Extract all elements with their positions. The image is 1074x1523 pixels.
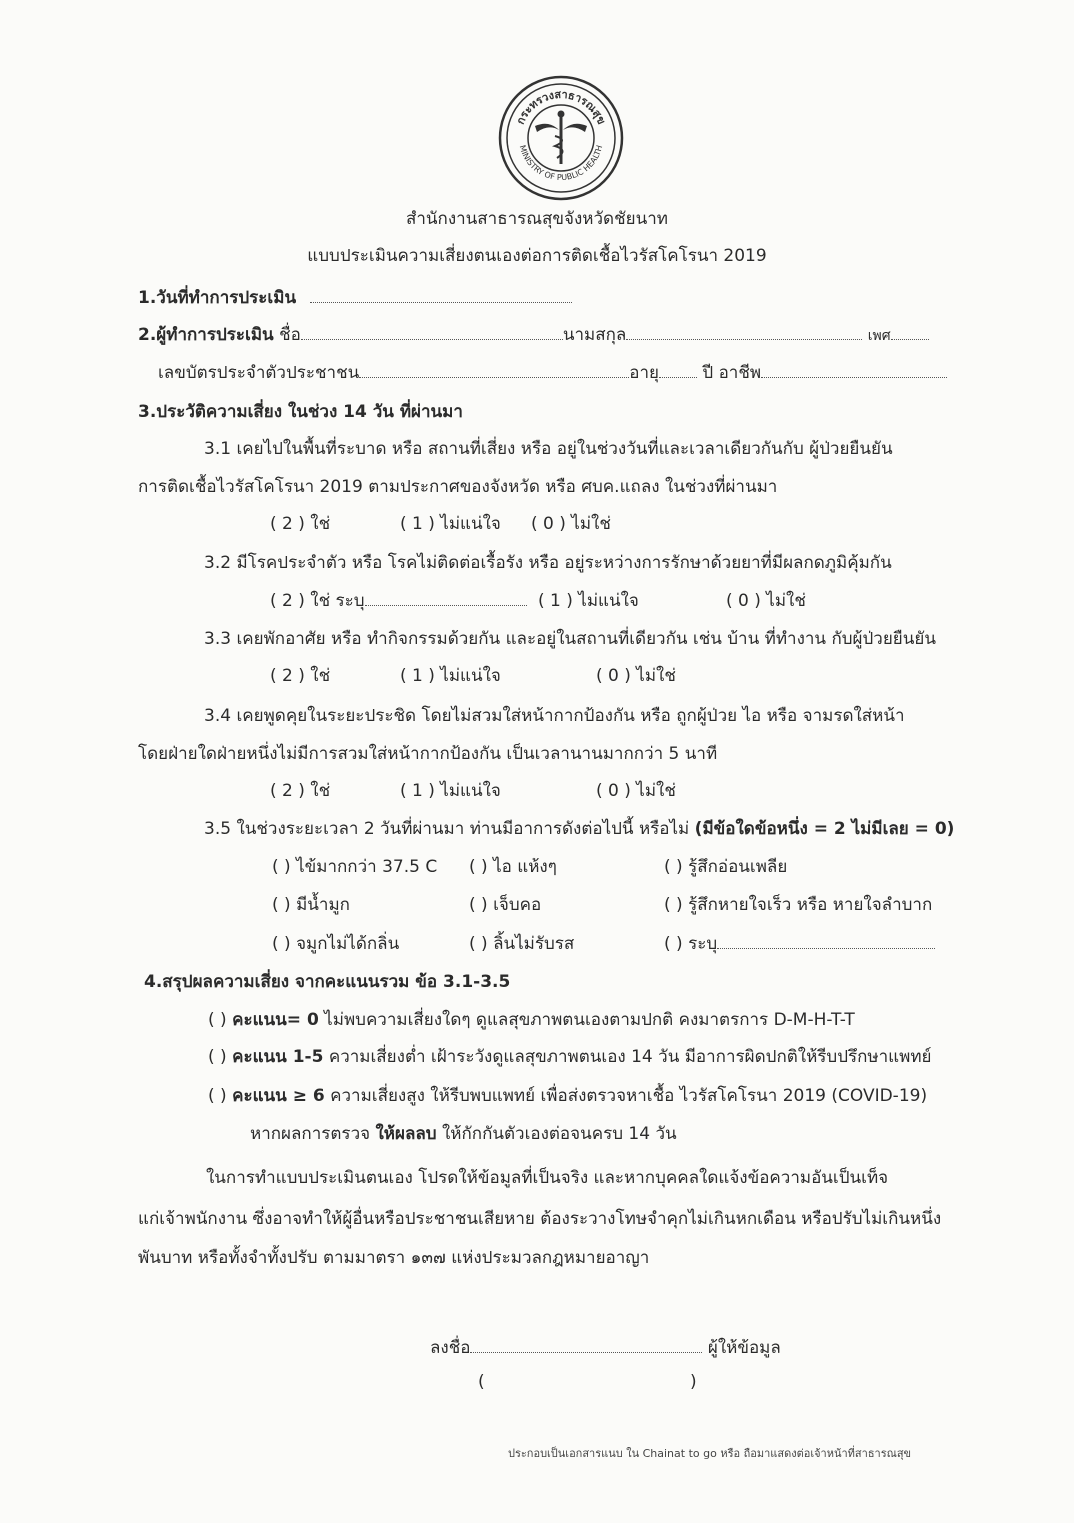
q2-opt-unsure[interactable]: ( 1 ) ไม่แน่ใจ	[538, 591, 639, 611]
form-title: แบบประเมินความเสี่ยงตนเองต่อการติดเชื้อไวรัสโคโรนา 2019	[307, 246, 767, 266]
section3-title: 3.ประวัติความเสี่ยง ในช่วง 14 วัน ที่ผ่านมา	[138, 402, 463, 422]
q2-opt-yes-row	[270, 587, 527, 614]
q3-opt-unsure[interactable]: ( 1 ) ไม่แน่ใจ	[400, 666, 501, 686]
result-row-0	[208, 1006, 855, 1033]
symptom-sore-throat[interactable]: ( ) เจ็บคอ	[469, 895, 542, 915]
symptom-fatigue[interactable]: ( ) รู้สึกอ่อนเพลีย	[664, 857, 788, 877]
q3-opt-no[interactable]: ( 0 ) ไม่ใช่	[596, 666, 676, 686]
symptom-other[interactable]: ( ) ระบุ	[664, 934, 718, 954]
assessment-date-label: 1.วันที่ทำการประเมิน	[138, 288, 297, 308]
result-row-6	[208, 1082, 927, 1109]
result-checkbox-6[interactable]: ( )	[208, 1086, 227, 1106]
office-name: สำนักงานสาธารณสุขจังหวัดชัยนาท	[406, 209, 668, 229]
occupation-field[interactable]	[761, 363, 947, 378]
result-text-6: ความเสี่ยงสูง ให้รีบพบแพทย์ เพื่อส่งตรวจหาเชื้อ ไวรัสโคโรนา 2019 (COVID-19)	[324, 1086, 928, 1106]
q4-opt-no[interactable]: ( 0 ) ไม่ใช่	[596, 781, 676, 801]
result-score-6: คะแนน ≥ 6	[232, 1086, 325, 1106]
name-field[interactable]	[301, 325, 563, 340]
symptom-smell-loss[interactable]: ( ) จมูกไม่ได้กลิ่น	[272, 934, 400, 954]
section2-row2	[158, 359, 947, 386]
q1-opt-no[interactable]: ( 0 ) ไม่ใช่	[531, 514, 611, 534]
q1-opt-yes[interactable]: ( 2 ) ใช่	[270, 514, 331, 534]
signature-label: ลงชื่อ	[430, 1338, 471, 1358]
q1-line1: 3.1 เคยไปในพื้นที่ระบาด หรือ สถานที่เสี่ยง หรือ อยู่ในช่วงวันที่และเวลาเดียวกันกับ ผู้ป่วยยืนยัน	[204, 439, 893, 459]
symptom-other-field[interactable]	[717, 934, 935, 949]
q5-row	[204, 815, 954, 842]
symptom-dry-cough[interactable]: ( ) ไอ แห้งๆ	[469, 857, 557, 877]
q2-specify-field[interactable]	[365, 591, 527, 606]
ministry-seal-logo	[497, 74, 625, 202]
assessment-date-field[interactable]	[310, 288, 572, 303]
result-row-6-cont	[250, 1120, 677, 1147]
q2-text: 3.2 มีโรคประจำตัว หรือ โรคไม่ติดต่อเรื้อรัง หรือ อยู่ระหว่างการรักษาด้วยยาที่มีผลกดภูมิคุ้มกัน	[204, 553, 892, 573]
age-field[interactable]	[659, 363, 697, 378]
result-score-0: คะแนน= 0	[232, 1010, 319, 1030]
q4-opt-yes[interactable]: ( 2 ) ใช่	[270, 781, 331, 801]
symptom-taste-loss[interactable]: ( ) ลิ้นไม่รับรส	[469, 934, 575, 954]
disclaimer-line3: พันบาท หรือทั้งจำทั้งปรับ ตามมาตรา ๑๓๗ แห่งประมวลกฎหมายอาญา	[138, 1248, 650, 1268]
occupation-label: อาชีพ	[718, 363, 762, 383]
signature-field[interactable]	[470, 1338, 702, 1353]
q5-rule: (มีข้อใดข้อหนึ่ง = 2 ไม่มีเลย = 0)	[694, 819, 955, 839]
signature-suffix: ผู้ให้ข้อมูล	[707, 1338, 781, 1358]
result-cont-b: ให้กักกันตัวเองต่อจนครบ 14 วัน	[436, 1124, 677, 1144]
seal-text-bottom: MINISTRY OF PUBLIC HEALTH	[517, 144, 605, 183]
section2-row1	[138, 321, 929, 348]
id-card-label: เลขบัตรประจำตัวประชาชน	[158, 363, 360, 383]
printed-name-close: )	[690, 1372, 697, 1392]
q3-opt-yes[interactable]: ( 2 ) ใช่	[270, 666, 331, 686]
disclaimer-line2: แก่เจ้าพนักงาน ซึ่งอาจทำให้ผู้อื่นหรือประชาชนเสียหาย ต้องระวางโทษจำคุกไม่เกินหกเดือน หรือปรับไม่เกินหนึ่ง	[138, 1209, 942, 1229]
surname-field[interactable]	[626, 325, 862, 340]
printed-name-open: (	[478, 1372, 485, 1392]
result-text-0: ไม่พบความเสี่ยงใดๆ ดูแลสุขภาพตนเองตามปกติ คงมาตรการ D-M-H-T-T	[318, 1010, 855, 1030]
sex-label: เพศ	[867, 328, 891, 344]
q2-opt-no[interactable]: ( 0 ) ไม่ใช่	[726, 591, 806, 611]
result-checkbox-1[interactable]: ( )	[208, 1047, 227, 1067]
q2-opt-yes[interactable]: ( 2 ) ใช่ ระบุ	[270, 591, 365, 611]
result-score-1: คะแนน 1-5	[232, 1047, 324, 1067]
result-cont-a: หากผลการตรวจ	[250, 1124, 376, 1144]
seal-text-top: กระทรวงสาธารณสุข	[513, 87, 609, 127]
result-row-1	[208, 1043, 932, 1070]
section4-title: 4.สรุปผลความเสี่ยง จากคะแนนรวม ข้อ 3.1-3.5	[144, 972, 511, 992]
q3-text: 3.3 เคยพักอาศัย หรือ ทำกิจกรรมด้วยกัน และอยู่ในสถานที่เดียวกัน เช่น บ้าน ที่ทำงาน กับผู้ป่วยยืนยัน	[204, 629, 936, 649]
sex-field[interactable]	[891, 325, 929, 340]
year-label: ปี	[702, 363, 714, 383]
q4-opt-unsure[interactable]: ( 1 ) ไม่แน่ใจ	[400, 781, 501, 801]
footer-note: ประกอบเป็นเอกสารแนบ ใน Chainat to go หรือ ถือมาแสดงต่อเจ้าหน้าที่สาธารณสุข	[508, 1447, 912, 1460]
disclaimer-line1: ในการทำแบบประเมินตนเอง โปรดให้ข้อมูลที่เป็นจริง และหากบุคคลใดแจ้งข้อความอันเป็นเท็จ	[206, 1168, 889, 1188]
q1-line2: การติดเชื้อไวรัสโคโรนา 2019 ตามประกาศของจังหวัด หรือ ศบค.แถลง ในช่วงที่ผ่านมา	[138, 477, 778, 497]
signature-row	[430, 1334, 781, 1361]
age-label: อายุ	[629, 363, 659, 383]
q5-text: 3.5 ในช่วงระยะเวลา 2 วันที่ผ่านมา ท่านมีอาการดังต่อไปนี้ หรือไม่	[204, 819, 690, 839]
q4-line2: โดยฝ่ายใดฝ่ายหนึ่งไม่มีการสวมใส่หน้ากากป้องกัน เป็นเวลานานมากกว่า 5 นาที	[138, 744, 718, 764]
result-checkbox-0[interactable]: ( )	[208, 1010, 227, 1030]
name-label: ชื่อ	[279, 325, 301, 345]
symptom-fever[interactable]: ( ) ไข้มากกว่า 37.5 C	[272, 857, 438, 877]
assessor-label: 2.ผู้ทำการประเมิน	[138, 325, 274, 345]
section1-row	[138, 284, 572, 311]
symptom-runny-nose[interactable]: ( ) มีน้ำมูก	[272, 895, 350, 915]
q1-opt-unsure[interactable]: ( 1 ) ไม่แน่ใจ	[400, 514, 501, 534]
symptom-other-row	[664, 930, 935, 957]
surname-label: นามสกุล	[562, 325, 627, 345]
symptom-breathing[interactable]: ( ) รู้สึกหายใจเร็ว หรือ หายใจลำบาก	[664, 895, 933, 915]
q4-line1: 3.4 เคยพูดคุยในระยะประชิด โดยไม่สวมใส่หน้ากากป้องกัน หรือ ถูกผู้ป่วย ไอ หรือ จามรดใส่หน้า	[204, 706, 905, 726]
result-text-1: ความเสี่ยงต่ำ เฝ้าระวังดูแลสุขภาพตนเอง 14 วัน มีอาการผิดปกติให้รีบปรึกษาแพทย์	[323, 1047, 932, 1067]
id-card-field[interactable]	[359, 363, 629, 378]
result-cont-bold: ให้ผลลบ	[375, 1124, 437, 1144]
